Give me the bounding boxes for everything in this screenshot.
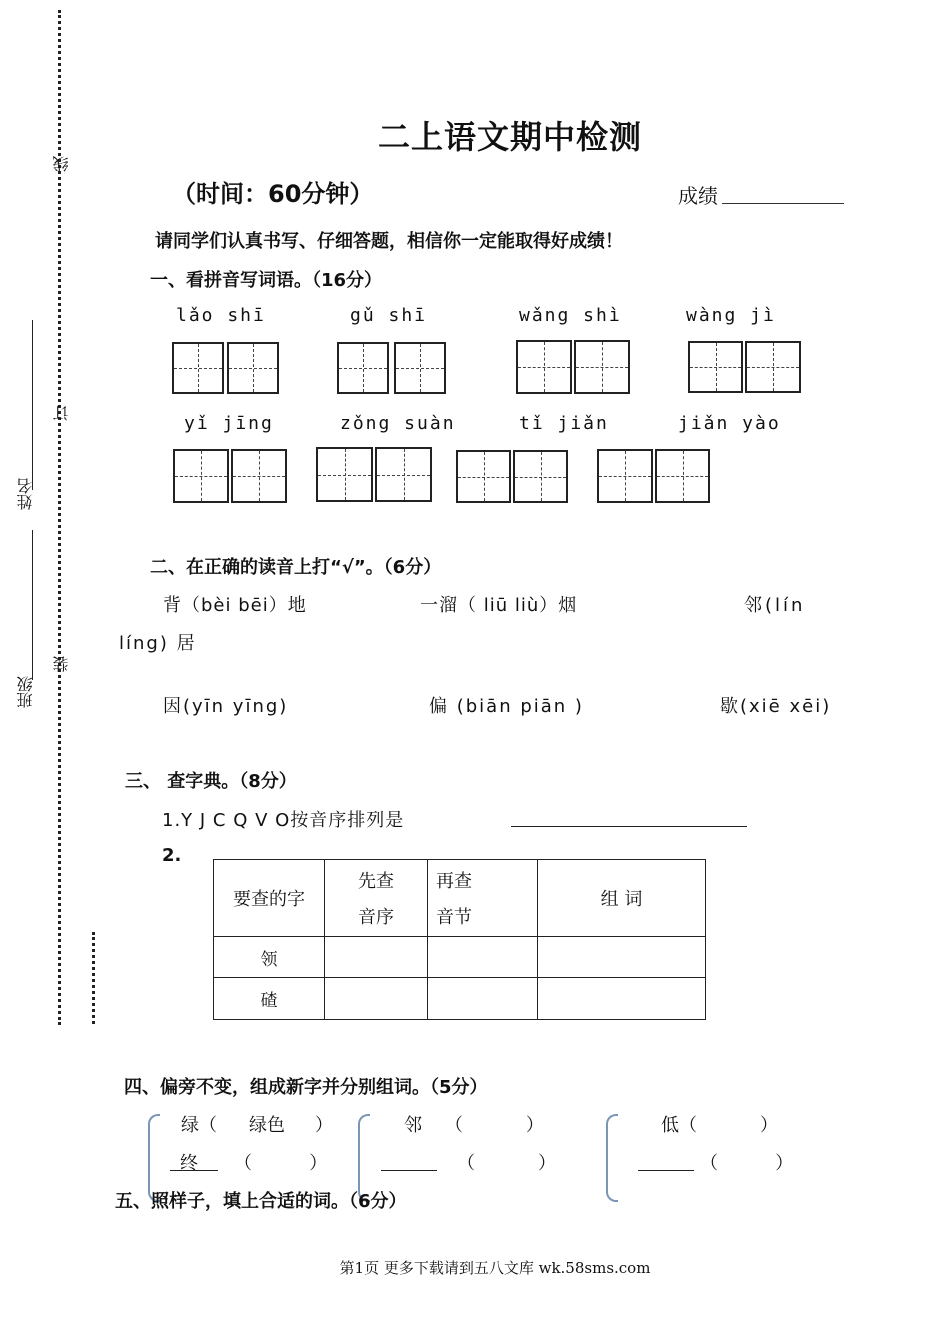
group1-char2: 终 xyxy=(180,1153,198,1174)
writing-box[interactable] xyxy=(456,450,511,503)
writing-box[interactable] xyxy=(688,341,743,393)
writing-box[interactable] xyxy=(172,342,224,394)
pinyin-wangji: wàng jì xyxy=(686,305,776,326)
reading-item-lin-b[interactable]: líng) 居 xyxy=(119,633,197,654)
reading-item-lin-a[interactable]: 邻(lín xyxy=(744,595,806,616)
table-row-char: 领 xyxy=(214,937,325,978)
group3-row1[interactable]: 低（ ） xyxy=(661,1115,778,1136)
section-1-heading: 一、看拼音写词语。（16分） xyxy=(150,270,383,291)
pinyin-tijian: tǐ jiǎn xyxy=(519,413,609,434)
group2-row1[interactable]: 邻 （ ） xyxy=(404,1115,544,1136)
header-index-line1: 先查 xyxy=(358,871,394,892)
table-row-char: 碴 xyxy=(214,978,325,1020)
header-syllable xyxy=(428,860,538,937)
writing-box[interactable] xyxy=(375,447,432,502)
pinyin-yijing: yǐ jīng xyxy=(184,413,274,434)
section-3-heading: 三、 查字典。（8分） xyxy=(125,771,297,792)
alphabet-question: 1.Y J C Q V O按音序排列是 xyxy=(162,810,405,831)
pinyin-jianyao: jiǎn yào xyxy=(678,413,781,434)
reading-item-liu[interactable]: 一溜（ liū liù）烟 xyxy=(420,595,578,616)
margin-zhuang: 装 xyxy=(52,656,71,672)
table-cell-blank[interactable] xyxy=(325,937,428,978)
score-blank[interactable] xyxy=(722,203,844,204)
group-brace-3 xyxy=(606,1114,618,1202)
reading-item-xie[interactable]: 歇(xiē xēi) xyxy=(720,696,832,717)
margin-xian: 线 xyxy=(52,156,71,172)
score-label: 成绩 xyxy=(678,184,718,208)
class-line[interactable] xyxy=(32,530,33,680)
page-title: 二上语文期中检测 xyxy=(377,118,642,156)
pinyin-laoshi: lǎo shī xyxy=(176,305,266,326)
header-syllable-line1: 再查 xyxy=(436,871,472,892)
section-2-heading: 二、在正确的读音上打“√”。（6分） xyxy=(150,557,442,578)
page-footer: 第1页 更多下载请到五八文库 wk.58sms.com xyxy=(339,1259,651,1277)
table-cell-blank[interactable] xyxy=(325,978,428,1020)
reading-item-bei[interactable]: 背（bèi bēi）地 xyxy=(163,595,307,616)
section-4-heading: 四、偏旁不变，组成新字并分别组词。（5分） xyxy=(124,1077,488,1098)
writing-box[interactable] xyxy=(227,342,279,394)
name-label: 姓名 xyxy=(16,478,35,510)
group1-blank2[interactable]: （ ） xyxy=(234,1153,328,1174)
writing-box[interactable] xyxy=(394,342,446,394)
header-char: 要查的字 xyxy=(214,860,325,937)
writing-box[interactable] xyxy=(173,449,229,503)
table-cell-blank[interactable] xyxy=(428,937,538,978)
class-label: 班级 xyxy=(16,676,35,708)
writing-box[interactable] xyxy=(337,342,389,394)
header-syllable-line2: 音节 xyxy=(436,907,472,928)
dictionary-table xyxy=(213,859,706,1020)
name-line[interactable] xyxy=(32,320,33,490)
pinyin-gushi: gǔ shī xyxy=(350,305,428,326)
margin-ding: 订 xyxy=(52,405,71,421)
time-limit: （时间：60分钟） xyxy=(172,180,374,208)
question-2-number: 2. xyxy=(162,845,182,866)
writing-box[interactable] xyxy=(231,449,287,503)
group1-word1: 绿色 xyxy=(249,1115,285,1136)
group1-char2-underline xyxy=(170,1170,218,1171)
writing-box[interactable] xyxy=(516,340,572,394)
pinyin-wangshi: wǎng shì xyxy=(519,305,622,326)
group1-char1: 绿（ xyxy=(181,1115,217,1136)
table-cell-blank[interactable] xyxy=(428,978,538,1020)
reading-item-yin[interactable]: 因(yīn yīng) xyxy=(163,696,289,717)
writing-box[interactable] xyxy=(513,450,568,503)
writing-box[interactable] xyxy=(655,449,710,503)
writing-box[interactable] xyxy=(574,340,630,394)
group3-row2[interactable]: （ ） xyxy=(700,1153,794,1174)
writing-box[interactable] xyxy=(597,449,653,503)
intro-text: 请同学们认真书写、仔细答题，相信你一定能取得好成绩！ xyxy=(155,231,623,252)
pinyin-zongsuan: zǒng suàn xyxy=(340,413,456,434)
writing-box[interactable] xyxy=(316,447,373,502)
writing-box[interactable] xyxy=(745,341,801,393)
header-word: 组 词 xyxy=(538,860,706,937)
alphabet-answer-blank[interactable] xyxy=(511,826,747,827)
section-5-heading: 五、照样子，填上合适的词。（6分） xyxy=(115,1191,407,1212)
binding-dotted-line-inner xyxy=(92,932,95,1024)
group3-new-char-blank[interactable] xyxy=(638,1170,694,1171)
header-index xyxy=(325,860,428,937)
header-index-line2: 音序 xyxy=(358,907,394,928)
group2-row2[interactable]: （ ） xyxy=(457,1153,556,1174)
reading-item-pian[interactable]: 偏 (biān piān ) xyxy=(429,696,584,717)
group1-close1: ） xyxy=(315,1115,333,1136)
table-cell-blank[interactable] xyxy=(538,978,706,1020)
group2-new-char-blank[interactable] xyxy=(381,1170,437,1171)
table-cell-blank[interactable] xyxy=(538,937,706,978)
